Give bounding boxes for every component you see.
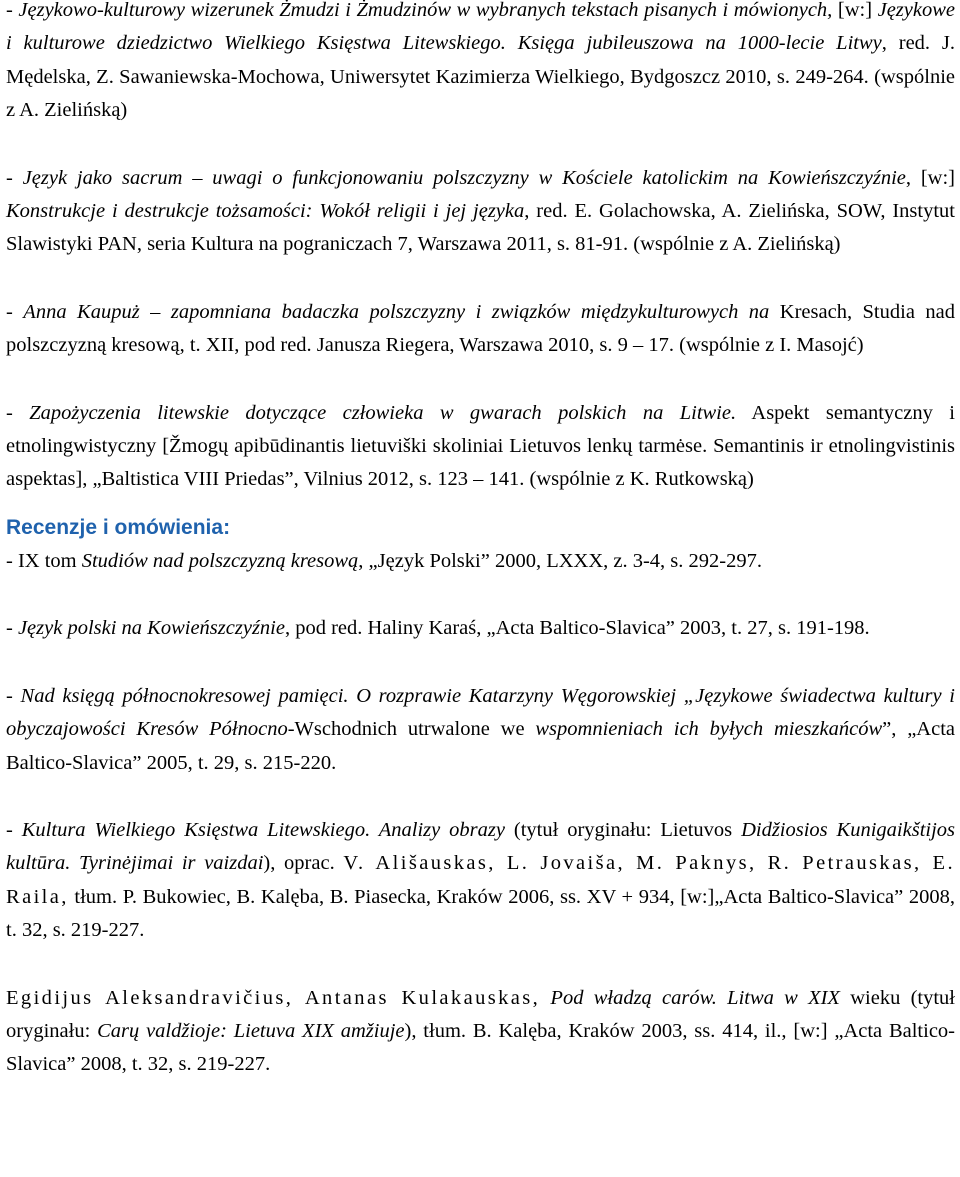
- entry-details: , red. E. Golachowska, A. Zielińska, SOW, Instytut Slawistyki PAN, seria Kultura na pograniczach 7, Warszawa 2011, s. 81-91. (wspólnie z A. Zielińską): [6, 200, 955, 256]
- review-original-title: Didžiosios Kunigaikštijos kultūra. Tyrinėjimai ir vaizdai: [6, 818, 956, 875]
- entry-title: Anna Kaupuż – zapomniana badaczka polszczyzny i związków międzykulturowych na: [23, 300, 770, 323]
- entry-details: Kresach, Studia nad polszczyzną kresową, t. XII, pod red. Janusza Riegera, Warszawa 2010, s. 9 – 17. (wspólnie z I. Masojć): [6, 300, 955, 357]
- entry-details: Aspekt semantyczny i etnolingwistyczny [Žmogų apibūdinantis lietuviški skoliniai Lietuvos lenkų tarmėse. Semantinis ir etnolingvistinis aspektas], „Baltistica VIII Priedas”, Vilnius 2012, s. 123 – 141. (wspólnie z K. Rutkowską): [6, 401, 955, 491]
- entry-title: Językowo-kulturowy wizerunek Żmudzi i Żmudzinów w wybranych tekstach pisanych i mówionych,: [18, 0, 833, 21]
- review-editor-label: ), oprac.: [263, 852, 344, 875]
- review-original-title: Carų valdžioje: Lietuva XIX amžiuje: [97, 1019, 405, 1042]
- review-original-label: (tytuł oryginału: Lietuvos: [504, 818, 742, 841]
- entry-title: Zapożyczenia litewskie dotyczące człowieka w gwarach polskich na Litwie.: [29, 401, 737, 424]
- review-details: tłum. P. Bukowiec, B. Kalęba, B. Piasecka, Kraków 2006, ss. XV + 934, [w:]„Acta Baltico-Slavica” 2008, t. 32, s. 219-227.: [6, 885, 955, 942]
- review-title-cont: wspomnieniach ich byłych mieszkańców: [535, 718, 883, 741]
- review-title: Język polski na Kowieńszczyźnie: [17, 617, 285, 640]
- publication-entry-1: [6, 0, 955, 128]
- review-title: Nad księgą północnokresowej pamięci. O rozprawie Katarzyny Węgorowskiej „Językowe świadectwa kultury i obyczajowości Kresów Północno: [6, 684, 956, 741]
- publication-entry-4: [6, 397, 955, 497]
- review-editors: V. Ališauskas, L. Jovaiša, M. Paknys, R. Petrauskas, E. Raila,: [6, 852, 955, 908]
- entry-details: , red. J. Mędelska, Z. Sawaniewska-Mochowa, Uniwersytet Kazimierza Wielkiego, Bydgoszcz 2010, s. 249-264. (wspólnie z A. Zielińską): [6, 32, 956, 122]
- review-title: Kultura Wielkiego Księstwa Litewskiego. Analizy obrazy: [21, 818, 505, 841]
- review-original-label: wieku (tytuł oryginału:: [6, 986, 956, 1042]
- entry-dash: -: [6, 166, 23, 189]
- entry-in-label: [w:]: [832, 0, 878, 21]
- review-entry-2: [6, 612, 955, 645]
- entry-source-title: Konstrukcje i destrukcje tożsamości: Wokół religii i jej języka: [6, 200, 525, 223]
- publication-entry-2: [6, 162, 955, 262]
- publication-entry-3: [6, 296, 955, 363]
- reviews-heading: Recenzje i omówienia:: [6, 515, 231, 539]
- review-details: , pod red. Haliny Karaś, „Acta Baltico-Slavica” 2003, t. 27, s. 191-198.: [284, 617, 870, 640]
- review-details: , „Język Polski” 2000, LXXX, z. 3-4, s. 292-297.: [358, 549, 762, 572]
- review-entry-4: [6, 814, 955, 948]
- review-title-plain: -Wschodnich utrwalone we: [287, 718, 536, 741]
- review-details: ), tłum. B. Kalęba, Kraków 2003, ss. 414, il., [w:] „Acta Baltico-Slavica” 2008, t. 32, s. 219-227.: [6, 1019, 956, 1076]
- review-authors: Egidijus Aleksandravičius, Antanas Kulakauskas,: [6, 986, 541, 1009]
- review-title: Pod władzą carów. Litwa w XIX: [540, 986, 840, 1009]
- review-prefix: - IX tom: [6, 549, 82, 572]
- review-title: Studiów nad polszczyzną kresową: [81, 549, 359, 572]
- entry-in-label: , [w:]: [905, 166, 956, 189]
- entry-source-title: Językowe i kulturowe dziedzictwo Wielkiego Księstwa Litewskiego. Księga jubileuszowa na 1000-lecie Litwy: [6, 0, 956, 55]
- review-prefix: -: [6, 684, 21, 707]
- entry-title: Język jako sacrum – uwagi o funkcjonowaniu polszczyzny w Kościele katolickim na Kowieńszczyźnie: [22, 166, 906, 189]
- entry-dash: -: [6, 401, 30, 424]
- review-entry-5: [6, 982, 955, 1082]
- entry-dash: -: [6, 300, 24, 323]
- review-entry-3: [6, 680, 955, 780]
- review-prefix: -: [6, 617, 18, 640]
- entry-dash: -: [6, 0, 19, 21]
- review-details: ”, „Acta Baltico-Slavica” 2005, t. 29, s. 215-220.: [6, 718, 955, 774]
- review-entry-1: [6, 545, 955, 578]
- review-prefix: -: [6, 818, 22, 841]
